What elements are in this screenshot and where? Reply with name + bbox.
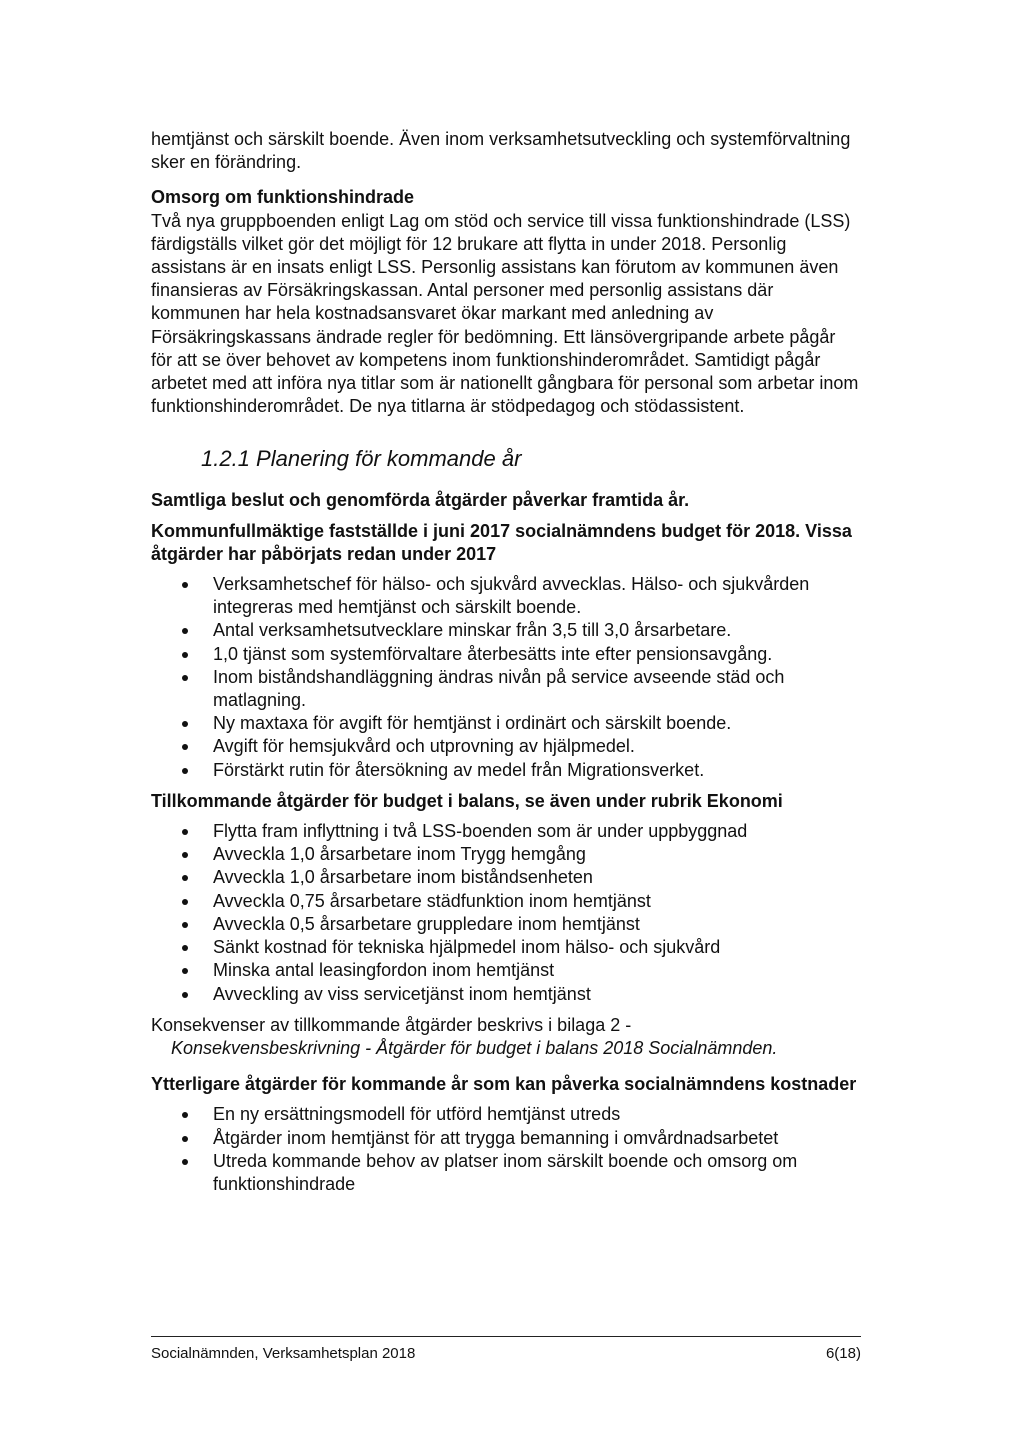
ytterligare-heading: Ytterligare åtgärder för kommande år som kan påverka socialnämndens kostnader — [151, 1074, 857, 1095]
footer-title: Socialnämnden, Verksamhetsplan 2018 — [151, 1345, 416, 1362]
ytterligare-list — [151, 1103, 861, 1196]
bullet-icon — [182, 992, 188, 998]
bullet-icon — [182, 852, 188, 858]
bullet-icon — [182, 744, 188, 750]
measures-list — [151, 573, 861, 782]
list-item: Antal verksamhetsutvecklare minskar från 3,5 till 3,0 årsarbetare. — [151, 619, 861, 642]
bullet-icon — [182, 899, 188, 905]
tillkommande-heading: Tillkommande åtgärder för budget i balans, se även under rubrik Ekonomi — [151, 790, 783, 811]
bullet-icon — [182, 582, 188, 588]
tillkommande-list — [151, 820, 861, 1006]
page-number: 6(18) — [825, 1345, 861, 1362]
list-item: Utreda kommande behov av platser inom särskilt boende och omsorg om funktionshindrade — [151, 1150, 861, 1196]
bullet-icon — [182, 652, 188, 658]
list-item: Förstärkt rutin för återsökning av medel från Migrationsverket. — [151, 759, 861, 782]
section-summary: Samtliga beslut och genomförda åtgärder påverkar framtida år. — [151, 490, 690, 511]
bullet-icon — [182, 875, 188, 881]
consequence-text: Konsekvenser av tillkommande åtgärder beskrivs i bilaga 2 - — [151, 1014, 632, 1035]
bullet-icon — [182, 1159, 188, 1165]
list-item: Avveckling av viss servicetjänst inom hemtjänst — [151, 983, 861, 1006]
list-item: Åtgärder inom hemtjänst för att trygga bemanning i omvårdnadsarbetet — [151, 1127, 861, 1150]
list-item: Avveckla 0,5 årsarbetare gruppledare inom hemtjänst — [151, 913, 861, 936]
consequence-reference: Konsekvensbeskrivning - Åtgärder för budget i balans 2018 Socialnämnden. — [171, 1037, 778, 1058]
list-item: En ny ersättningsmodell för utförd hemtjänst utreds — [151, 1103, 861, 1126]
list-item: Avgift för hemsjukvård och utprovning av hjälpmedel. — [151, 735, 861, 758]
section-heading: 1.2.1 Planering för kommande år — [201, 446, 522, 472]
list-item: Flytta fram inflyttning i två LSS-boenden som är under uppbyggnad — [151, 820, 861, 843]
list-item: Avveckla 1,0 årsarbetare inom biståndsenheten — [151, 866, 861, 889]
list-item: Minska antal leasingfordon inom hemtjänst — [151, 959, 861, 982]
list-item: Inom biståndshandläggning ändras nivån på service avseende städ och matlagning. — [151, 666, 861, 712]
list-item: Sänkt kostnad för tekniska hjälpmedel inom hälso- och sjukvård — [151, 936, 861, 959]
bullet-icon — [182, 628, 188, 634]
bullet-icon — [182, 922, 188, 928]
list-item: Avveckla 1,0 årsarbetare inom Trygg hemgång — [151, 843, 861, 866]
bullet-icon — [182, 768, 188, 774]
omsorg-paragraph: Två nya gruppboenden enligt Lag om stöd och service till vissa funktionshindrade (LSS) färdigställs vilket gör det möjligt för 12 brukare att flytta in under 2018. Personlig assistans är en insats enligt LSS. Personlig assistans kan förutom av kommunen även finansieras av Försäkringskassan. Antal personer med personlig assistans där kommunen har hela kostnadsansvaret ökar markant med anledning av Försäkringskassans ändrade regler för bedömning. Ett länsövergripande arbete pågår för att se över behovet av kompetens inom funktionshinderområdet. Samtidigt pågår arbetet med att införa nya titlar som är nationellt gångbara för personal som arbetar inom funktionshinderområdet. De nya titlarna är stödpedagog och stödassistent. — [151, 210, 859, 417]
bullet-icon — [182, 968, 188, 974]
list-item: 1,0 tjänst som systemförvaltare återbesätts inte efter pensionsavgång. — [151, 643, 861, 666]
omsorg-heading: Omsorg om funktionshindrade — [151, 187, 415, 208]
bullet-icon — [182, 945, 188, 951]
page-footer — [151, 1336, 861, 1363]
bullet-icon — [182, 829, 188, 835]
intro-paragraph: hemtjänst och särskilt boende. Även inom verksamhetsutveckling och systemförvaltning sker en förändring. — [151, 129, 851, 173]
bullet-icon — [182, 721, 188, 727]
bullet-icon — [182, 1136, 188, 1142]
bullet-icon — [182, 1112, 188, 1118]
bullet-icon — [182, 675, 188, 681]
list-item: Verksamhetschef för hälso- och sjukvård avvecklas. Hälso- och sjukvården integreras med hemtjänst och särskilt boende. — [151, 573, 861, 619]
list-item: Ny maxtaxa för avgift för hemtjänst i ordinärt och särskilt boende. — [151, 712, 861, 735]
budget-statement: Kommunfullmäktige fastställde i juni 2017 socialnämndens budget för 2018. Vissa åtgärder har påbörjats redan under 2017 — [151, 520, 852, 564]
document-page — [151, 128, 861, 1204]
list-item: Avveckla 0,75 årsarbetare städfunktion inom hemtjänst — [151, 890, 861, 913]
